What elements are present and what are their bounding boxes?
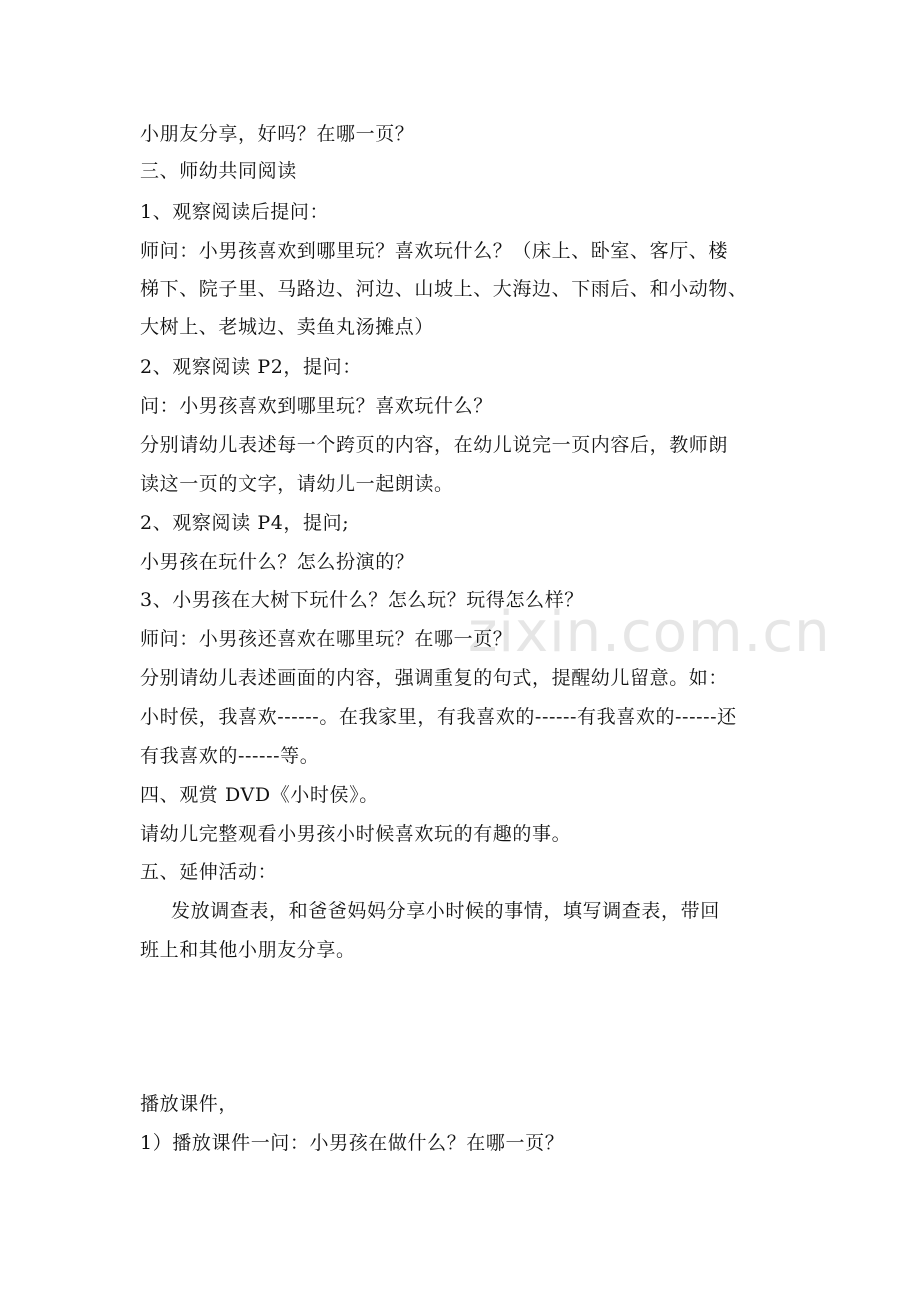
text-line: 2、观察阅读 P2，提问：	[140, 356, 362, 378]
text-line: 1）播放课件一问：小男孩在做什么？在哪一页？	[140, 1132, 565, 1154]
text-line: 2、观察阅读 P4，提问;	[140, 512, 350, 534]
text-line: 播放课件，	[140, 1093, 239, 1115]
text-line: 师问：小男孩还喜欢在哪里玩？在哪一页？	[140, 628, 513, 650]
text-line: 小朋友分享，好吗？在哪一页？	[140, 123, 415, 145]
text-line: 发放调查表，和爸爸妈妈分享小时候的事情，填写调查表，带回	[171, 900, 720, 922]
text-line: 请幼儿完整观看小男孩小时候喜欢玩的有趣的事。	[140, 823, 572, 845]
text-line: 问：小男孩喜欢到哪里玩？喜欢玩什么？	[140, 395, 493, 417]
text-line: 3、小男孩在大树下玩什么？怎么玩？玩得怎么样？	[140, 589, 584, 611]
text-line: 分别请幼儿表述每一个跨页的内容，在幼儿说完一页内容后，教师朗	[140, 434, 729, 456]
text-line: 梯下、院子里、马路边、河边、山坡上、大海边、下雨后、和小动物、	[140, 278, 748, 300]
text-line: 班上和其他小朋友分享。	[140, 939, 356, 961]
watermark: zixin.com.cn	[468, 600, 831, 665]
section-heading: 五、延伸活动：	[140, 861, 278, 883]
text-line: 师问：小男孩喜欢到哪里玩？喜欢玩什么？（床上、卧室、客厅、楼	[140, 240, 729, 262]
section-heading: 四、观赏 DVD《小时侯》。	[140, 784, 379, 806]
text-line: 小男孩在玩什么？怎么扮演的？	[140, 551, 415, 573]
text-line: 分别请幼儿表述画面的内容，强调重复的句式，提醒幼儿留意。如：	[140, 667, 729, 689]
text-line: 有我喜欢的------等。	[140, 745, 320, 767]
text-line: 1、观察阅读后提问：	[140, 201, 330, 223]
text-line: 读这一页的文字，请幼儿一起朗读。	[140, 473, 454, 495]
text-line: 小时侯，我喜欢------。在我家里，有我喜欢的------有我喜欢的------还	[140, 706, 737, 728]
section-heading: 三、师幼共同阅读	[140, 160, 297, 182]
text-line: 大树上、老城边、卖鱼丸汤摊点）	[140, 316, 435, 338]
